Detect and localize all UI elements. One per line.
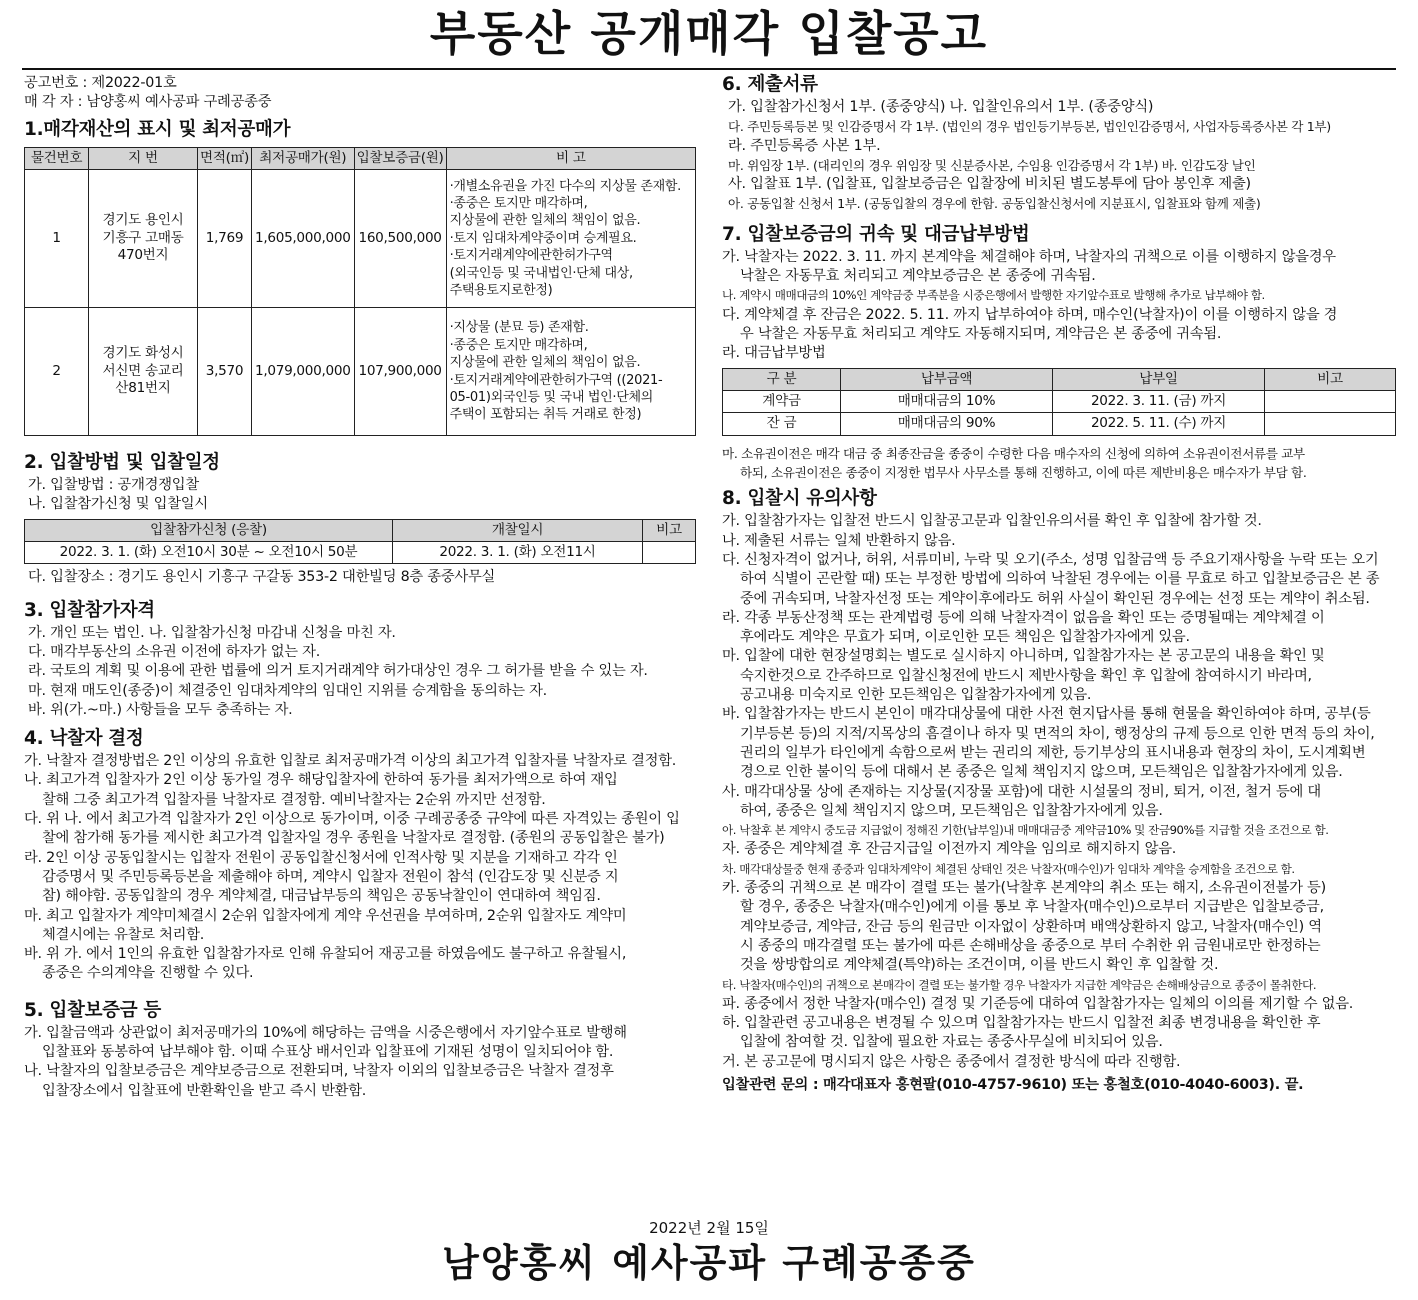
organization-name: 남양홍씨 예사공파 구례공종중 [442, 1241, 976, 1285]
list-item: 할 경우, 종중은 낙찰자(매수인)에게 이를 통보 후 낙찰자(매수인)으로부터 지급받은 입찰보증금, [740, 899, 1324, 916]
list-item: 하. 입찰관련 공고내용은 변경될 수 있으며 입찰참가자는 반드시 입찰전 최종 변경내용을 확인한 후 [722, 1015, 1321, 1032]
list-item: 나. 계약시 매매대금의 10%인 계약금중 부족분을 시중은행에서 발행한 자기앞수표로 발행해 추가로 납부해야 함. [722, 288, 1265, 303]
list-item: 입찰에 참여할 것. 입찰에 필요한 자료는 종중사무실에 비치되어 있음. [740, 1034, 1163, 1051]
table-header: 구 분 [723, 368, 841, 390]
title-divider [22, 68, 1396, 70]
list-item: 가. 입찰금액과 상관없이 최저공매가의 10%에 해당하는 금액을 시중은행에서 자기앞수표로 발행해 [24, 1024, 627, 1041]
section-5-list [24, 1024, 696, 1101]
table-header: 개찰일시 [393, 519, 643, 541]
list-item: 입찰장소에서 입찰표에 반환확인을 받고 즉시 반환함. [42, 1082, 367, 1099]
section-8-heading: 8. 입찰시 유의사항 [722, 488, 877, 510]
property-table [24, 147, 696, 436]
table-row [25, 170, 696, 308]
list-item: 바. 입찰참가자는 반드시 본인이 매각대상물에 대한 사전 현지답사를 통해 현물을 확인하여야 하며, 공부(등 [722, 706, 1371, 723]
section-2-heading: 2. 입찰방법 및 입찰일정 [24, 452, 220, 473]
list-item: 참) 해야함. 공동입찰의 경우 계약체결, 대금납부등의 책임은 공동낙찰인이 연대하여 책임짐. [42, 888, 601, 905]
list-item: 라. 각종 부동산정책 또는 관계법령 등에 의해 낙찰자격이 없음을 확인 또는 증명될때는 계약체결 이 [722, 609, 1325, 626]
schedule-table-header [25, 519, 696, 541]
contact-info: 입찰관련 문의 : 매각대표자 홍현팔(010-4757-9610) 또는 홍철호(010-4040-6003). 끝. [722, 1076, 1304, 1093]
table-header: 납부금액 [841, 368, 1053, 390]
section-6-heading: 6. 제출서류 [722, 74, 818, 95]
table-header: 최저공매가(원) [252, 147, 355, 169]
list-item: 다. 계약체결 후 잔금은 2022. 5. 11. 까지 납부하여야 하며, 매수인(낙찰자)이 이를 이행하지 않을 경 [722, 306, 1338, 323]
table-header: 비고 [643, 519, 696, 541]
section-6-list [722, 98, 1396, 214]
section-7-after [722, 444, 1396, 483]
section-4-heading: 4. 낙찰자 결정 [24, 728, 144, 750]
list-item: 하여 식별이 곤란할 때) 또는 부정한 방법에 의하여 낙찰된 경우에는 이를 무효로 하고 입찰보증금은 본 종 [740, 571, 1380, 588]
list-item: 아. 낙찰후 본 계약시 중도금 지급없이 정해진 기한(납부일)내 매매대금중 계약금10% 및 잔금90%를 지급할 것을 조건으로 함. [722, 823, 1329, 838]
list-item: 사. 매각대상물 상에 존재하는 지상물(지장물 포함)에 대한 시설물의 정비, 퇴거, 이전, 철거 등에 대 [722, 783, 1321, 800]
payment-amount: 매매대금의 90% [841, 413, 1053, 435]
notice-number: 공고번호 : 제2022-01호 [24, 75, 177, 91]
table-header: 지 번 [89, 147, 198, 169]
list-item: 차. 매각대상물중 현재 종중과 임대차계약이 체결된 상태인 것은 낙찰자(매수인)가 임대차 계약을 승계함을 조건으로 함. [722, 861, 1295, 876]
list-item: 가. 낙찰자는 2022. 3. 11. 까지 본계약을 체결해야 하며, 낙찰자의 귀책으로 이를 이행하지 않을경우 [722, 248, 1336, 265]
list-item: 종중은 수의계약을 진행할 수 있다. [42, 965, 254, 982]
seller: 매 각 자 : 남양홍씨 예사공파 구례공종중 [24, 94, 272, 111]
table-header: 납부일 [1053, 368, 1265, 390]
list-item: 것을 쌍방합의로 계약체결(특약)하는 조건이며, 이를 반드시 확인 후 입찰할 것. [740, 957, 1219, 974]
list-item: 시 종중의 매각결렬 또는 불가에 따른 손해배상을 종중으로 부터 수취한 위 금원내로만 한정하는 [740, 937, 1321, 954]
list-item: 후에라도 계약은 무효가 되며, 이로인한 모든 책임은 입찰참가자에게 있음. [740, 629, 1190, 646]
list-item: 나. 낙찰자의 입찰보증금은 계약보증금으로 전환되며, 낙찰자 이외의 입찰보증금은 낙찰자 결정후 [24, 1063, 614, 1080]
list-item: 가. 입찰참가신청서 1부. (종중양식) 나. 입찰인유의서 1부. (종중양식) [728, 99, 1154, 115]
list-item: 다. 매각부동산의 소유권 이전에 하자가 없는 자. [28, 644, 321, 660]
remarks: ·지상물 (분묘 등) 존재함. ·종중은 토지만 매각하며, 지상물에 관한 일체의 책임이 없음. ·토지거래계약에관한허가구역 ((2021- 05-01)외국인등 및 국내 법인·단체의 주택이 포함되는 취득 거래로 한정) [446, 308, 695, 436]
payment-type: 계약금 [723, 390, 841, 412]
list-item: 나. 제출된 서류는 일체 반환하지 않음. [722, 532, 956, 549]
list-item: 라. 주민등록증 사본 1부. [728, 137, 881, 154]
min-price: 1,605,000,000 [252, 170, 355, 308]
schedule-table [24, 519, 696, 565]
bid-place: 다. 입찰장소 : 경기도 용인시 기흥구 구갈동 353-2 대한빌딩 8층 종중사무실 [28, 569, 496, 586]
table-header: 물건번호 [25, 147, 89, 169]
list-item: 다. 신청자격이 없거나, 허위, 서류미비, 누락 및 오기(주소, 성명 입찰금액 등 주요기재사항을 누락 또는 오기 [722, 551, 1379, 568]
deposit: 107,900,000 [354, 308, 446, 436]
list-item: 마. 현재 매도인(종중)이 체결중인 임대차계약의 임대인 지위를 승계함을 동의하는 자. [28, 682, 547, 699]
right-column [722, 72, 1396, 1095]
list-item: 나. 최고가격 입찰자가 2인 이상 동가일 경우 해당입찰자에 한하여 동가를 최저가액으로 하여 재입 [24, 772, 618, 789]
list-item: 가. 개인 또는 법인. 나. 입찰참가신청 마감내 신청을 마친 자. [28, 624, 396, 641]
list-item: 거. 본 공고문에 명시되지 않은 사항은 종중에서 결정한 방식에 따라 진행함. [722, 1053, 1181, 1070]
list-item: 가. 낙찰자 결정방법은 2인 이상의 유효한 입찰로 최저공매가격 이상의 최고가격 입찰자를 낙찰자로 결정함. [24, 753, 677, 770]
list-item: 사. 입찰표 1부. (입찰표, 입찰보증금은 입찰장에 비치된 별도봉투에 담아 봉인후 제출) [728, 176, 1251, 193]
list-item: 파. 종중에서 정한 낙찰자(매수인) 결정 및 기준등에 대하여 입찰참가자는 일체의 이의를 제기할 수 없음. [722, 995, 1354, 1012]
area: 3,570 [198, 308, 252, 436]
list-item: 바. 위(가.~마.) 사항들을 모두 충족하는 자. [28, 701, 293, 718]
list-item: 가. 입찰참가자는 입찰전 반드시 입찰공고문과 입찰인유의서를 확인 후 입찰에 참가할 것. [722, 513, 1262, 530]
list-item: 마. 위임장 1부. (대리인의 경우 위임장 및 신분증사본, 수임용 인감증명서 각 1부) 바. 인감도장 날인 [728, 157, 1256, 173]
page-title: 부동산 공개매각 입찰공고 [429, 7, 989, 62]
payment-table [722, 368, 1396, 436]
bid-method: 가. 입찰방법 : 공개경쟁입찰 [28, 477, 199, 493]
table-row [723, 390, 1396, 412]
section-3-heading: 3. 입찰참가자격 [24, 599, 155, 621]
list-item: 라. 대금납부방법 [722, 345, 826, 362]
list-item: 중에 귀속되며, 낙찰자선정 또는 계약이후에라도 허위 사실이 확인된 경우에는 선정 또는 계약이 취소됨. [740, 590, 1370, 607]
list-item: 권리의 일부가 타인에게 속함으로써 받는 권리의 제한, 등기부상의 표시내용과 현장의 차이, 도시계획변 [740, 744, 1366, 761]
notice-date: 2022년 2월 15일 [649, 1219, 769, 1237]
list-item: 찰에 참가해 동가를 제시한 최고가격 입찰자일 경우 종원을 낙찰자로 결정함. (종원의 공동입찰은 불가) [42, 830, 665, 847]
list-item: 자. 종중은 계약체결 후 잔금지급일 이전까지 계약을 임의로 해지하지 않음. [722, 841, 1177, 858]
list-item: 입찰표와 동봉하여 납부해야 함. 이때 수표상 배서인과 입찰표에 기재된 성명이 일치되어야 함. [42, 1044, 614, 1061]
item-number: 1 [25, 170, 89, 308]
list-item: 낙찰은 자동무효 처리되고 계약보증금은 본 종중에 귀속됨. [740, 268, 1096, 285]
list-item: 다. 주민등록등본 및 인감증명서 각 1부. (법인의 경우 법인등기부등본, 법인인감증명서, 사업자등록증사본 각 1부) [728, 119, 1331, 135]
list-item: 마. 최고 입찰자가 계약미체결시 2순위 입찰자에게 계약 우선권을 부여하며, 2순위 입찰자도 계약미 [24, 907, 627, 924]
section-4-list [24, 752, 696, 984]
table-header: 비고 [1265, 368, 1396, 390]
table-header: 면적(㎡) [198, 147, 252, 169]
list-item: 찰해 그중 최고가격 입찰자를 낙찰자로 결정함. 예비낙찰자는 2순위 까지만 선정함. [42, 791, 546, 808]
table-row [25, 308, 696, 436]
list-item: 카. 종중의 귀책으로 본 매각이 결렬 또는 불가(낙찰후 본계약의 취소 또는 해지, 소유권이전불가 등) [722, 880, 1326, 897]
payment-remarks [1265, 413, 1396, 435]
payment-type: 잔 금 [723, 413, 841, 435]
table-header: 입찰참가신청 (응찰) [25, 519, 393, 541]
payment-date: 2022. 5. 11. (수) 까지 [1053, 413, 1265, 435]
item-number: 2 [25, 308, 89, 436]
payment-date: 2022. 3. 11. (금) 까지 [1053, 390, 1265, 412]
list-item: 라. 2인 이상 공동입찰시는 입찰자 전원이 공동입찰신청서에 인적사항 및 지분을 기재하고 각각 인 [24, 849, 618, 866]
section-7-list [722, 248, 1396, 364]
lot-address: 경기도 용인시 기흥구 고매동 470번지 [89, 170, 198, 308]
list-item: 아. 공동입찰 신청서 1부. (공동입찰의 경우에 한함. 공동입찰신청서에 지분표시, 입찰표와 함께 제출) [728, 196, 1261, 212]
list-item: 라. 국토의 계획 및 이용에 관한 법률에 의거 토지거래계약 허가대상인 경우 그 허가를 받을 수 있는 자. [28, 663, 648, 680]
area: 1,769 [198, 170, 252, 308]
bid-schedule-label: 나. 입찰참가신청 및 입찰일시 [28, 496, 208, 513]
payment-amount: 매매대금의 10% [841, 390, 1053, 412]
table-row [25, 542, 696, 564]
table-header: 입찰보증금(원) [354, 147, 446, 169]
list-item: 숙지한것으로 간주하므로 입찰신청전에 반드시 제반사항을 확인 후 입찰에 참여하시기 바라며, [740, 667, 1312, 684]
list-item: 바. 위 가. 에서 1인의 유효한 입찰참가자로 인해 유찰되어 재공고를 하였음에도 불구하고 유찰될시, [24, 946, 627, 963]
list-item: 하되, 소유권이전은 종중이 지정한 법무사 사무소를 통해 진행하고, 이에 따른 제반비용은 매수자가 부담 함. [740, 465, 1307, 481]
application-time: 2022. 3. 1. (화) 오전10시 30분 ~ 오전10시 50분 [25, 542, 393, 564]
list-item: 계약보증금, 계약금, 잔금 등의 원금만 이자없이 상환하며 배액상환하지 않고, 낙찰자(매수인) 역 [740, 918, 1322, 935]
list-item: 우 낙찰은 자동무효 처리되고 계약도 자동해지되며, 계약금은 본 종중에 귀속됨. [740, 325, 1222, 342]
opening-time: 2022. 3. 1. (화) 오전11시 [393, 542, 643, 564]
deposit: 160,500,000 [354, 170, 446, 308]
list-item: 감증명서 및 주민등록등본을 제출해야 하며, 계약시 입찰자 전원이 참석 (인감도장 및 신분증 지 [42, 868, 619, 885]
list-item: 하여, 종중은 일체 책임지지 않으며, 모든책임은 입찰참가자에게 있음. [740, 802, 1163, 819]
section-8-list [722, 512, 1396, 1072]
payment-remarks [1265, 390, 1396, 412]
schedule-remarks [643, 542, 696, 564]
payment-table-header [723, 368, 1396, 390]
min-price: 1,079,000,000 [252, 308, 355, 436]
list-item: 경으로 인한 불이익 등에 대해서 본 종중은 일체 책임지지 않으며, 모든책임은 입찰참가자에게 있음. [740, 764, 1343, 781]
list-item: 다. 위 나. 에서 최고가격 입찰자가 2인 이상으로 동가이며, 이중 구례공종중 규약에 따른 자격있는 종원이 입 [24, 811, 680, 828]
section-3-list [24, 624, 696, 720]
remarks: ·개별소유권을 가진 다수의 지상물 존재함. ·종중은 토지만 매각하며, 지상물에 관한 일체의 책임이 없음. ·토지 임대차계약중이며 승계필요. ·토지거래계약에관한허가구역 (외국인등 및 국내법인·단체 대상, 주택용토지로한정) [446, 170, 695, 308]
list-item: 체결시에는 유찰로 처리함. [42, 926, 205, 943]
section-1-heading: 1.매각재산의 표시 및 최저공매가 [24, 118, 291, 140]
lot-address: 경기도 화성시 서신면 송교리 산81번지 [89, 308, 198, 436]
list-item: 기부등본 등)의 지적/지목상의 흠결이나 하자 및 면적의 차이, 행정상의 규제 등으로 인한 면적 등의 차이, [740, 725, 1375, 742]
property-table-header [25, 147, 696, 169]
table-header: 비 고 [446, 147, 695, 169]
list-item: 마. 소유권이전은 매각 대금 중 최종잔금을 종중이 수령한 다음 매수자의 신청에 의하여 소유권이전서류를 교부 [722, 445, 1305, 461]
list-item: 공고내용 미숙지로 인한 모든책임은 입찰참가자에게 있음. [740, 687, 1092, 704]
section-5-heading: 5. 입찰보증금 등 [24, 999, 162, 1021]
section-7-heading: 7. 입찰보증금의 귀속 및 대금납부방법 [722, 223, 1030, 245]
list-item: 마. 입찰에 대한 현장설명회는 별도로 실시하지 아니하며, 입찰참가자는 본 공고문의 내용을 확인 및 [722, 648, 1325, 665]
list-item: 타. 낙찰자(매수인)의 귀책으로 본매각이 결렬 또는 불가할 경우 낙찰자가 지급한 계약금은 손해배상금으로 종중이 몰취한다. [722, 977, 1317, 992]
left-column [24, 74, 696, 1101]
table-row [723, 413, 1396, 435]
